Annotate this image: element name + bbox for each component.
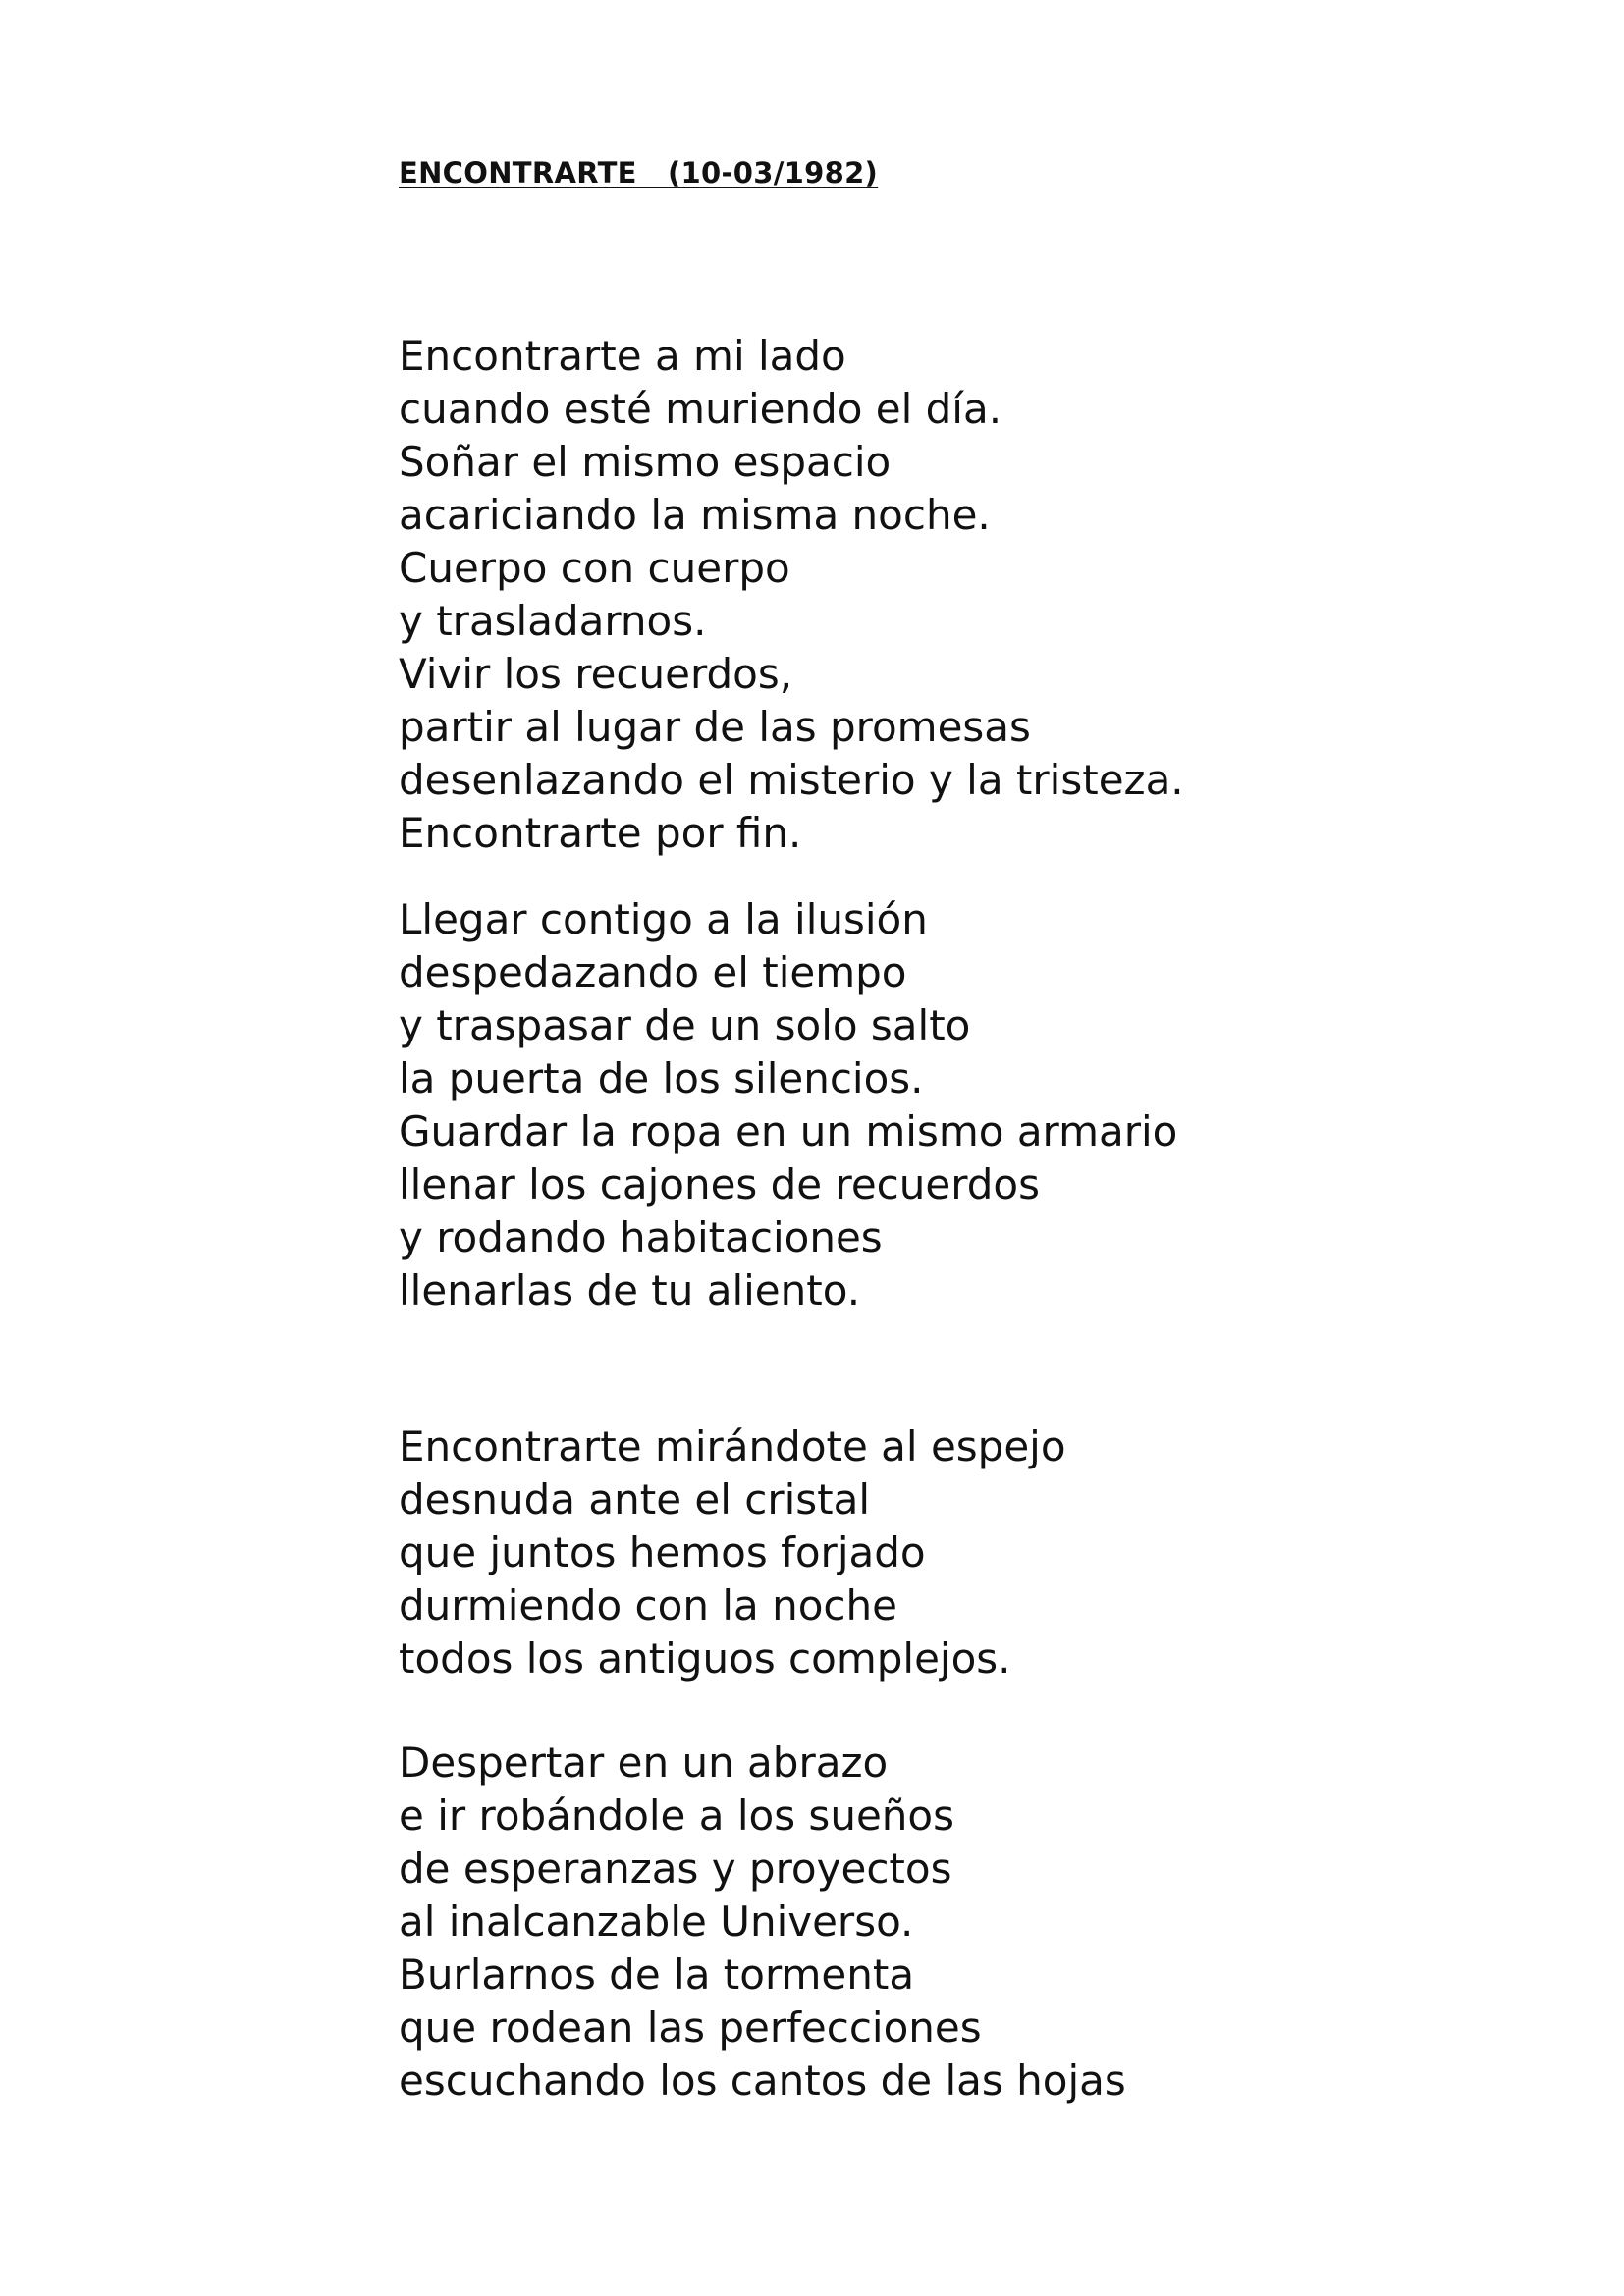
poem-line: Despertar en un abrazo [399,1738,889,1787]
poem-line: que rodean las perfecciones [399,2003,982,2052]
poem-line: Cuerpo con cuerpo [399,544,790,592]
poem-line: Encontrarte por fin. [399,809,802,857]
poem-line: Guardar la ropa en un mismo armario [399,1107,1178,1155]
poem-line: Vivir los recuerdos, [399,650,793,698]
stanza-1 [399,330,1577,860]
poem-line: desnuda ante el cristal [399,1475,871,1523]
stanza-2 [399,893,1577,1317]
poem-line: de esperanzas y proyectos [399,1844,952,1893]
poem-line: al inalcanzable Universo. [399,1897,914,1946]
stanza-3 [399,1420,1577,1685]
poem-line: Encontrarte mirándote al espejo [399,1422,1066,1470]
poem-line: la puerta de los silencios. [399,1054,924,1102]
poem-line: Encontrarte a mi lado [399,332,846,380]
poem-line: e ir robándole a los sueños [399,1791,954,1840]
poem-line: durmiendo con la noche [399,1581,897,1629]
poem-line: Soñar el mismo espacio [399,438,892,486]
poem-line: escuchando los cantos de las hojas [399,2056,1126,2105]
poem-line: Llegar contigo a la ilusión [399,895,928,943]
poem-line: todos los antiguos complejos. [399,1634,1011,1682]
poem-line: desenlazando el misterio y la tristeza. [399,756,1184,804]
stanza-4 [399,1736,1577,2108]
poem-title: ENCONTRARTE (10-03/1982) [399,156,879,189]
poem-line: acariciando la misma noche. [399,491,991,539]
poem-line: llenarlas de tu aliento. [399,1266,861,1314]
poem-line: Burlarnos de la tormenta [399,1950,915,1999]
poem-line: y rodando habitaciones [399,1213,883,1261]
poem-line: y trasladarnos. [399,597,707,645]
poem-line: cuando esté muriendo el día. [399,385,1002,433]
poem-line: y traspasar de un solo salto [399,1001,971,1049]
poem-line: partir al lugar de las promesas [399,703,1031,751]
poem-line: llenar los cajones de recuerdos [399,1160,1040,1208]
poem-line: que juntos hemos forjado [399,1528,926,1576]
poem-line: despedazando el tiempo [399,948,907,996]
